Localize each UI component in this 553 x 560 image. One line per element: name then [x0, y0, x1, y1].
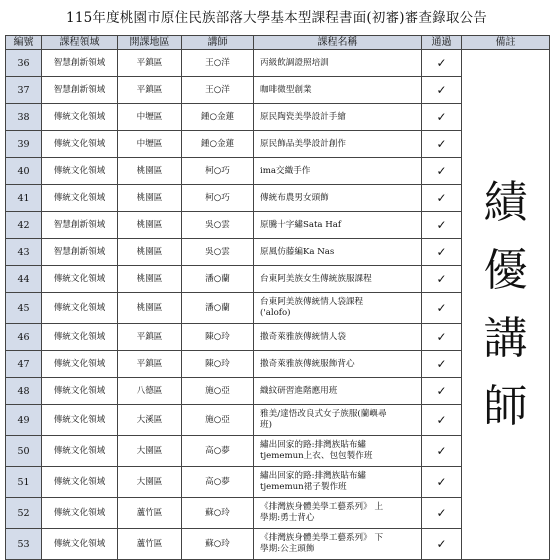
- row-teacher: 蘇○玲: [182, 529, 254, 560]
- row-field: 傳統文化領域: [42, 405, 118, 436]
- row-number: 48: [6, 378, 42, 405]
- page-title: 115年度桃園市原住民族部落大學基本型課程書面(初審)審查錄取公告: [66, 10, 487, 26]
- row-course: ima交織手作: [254, 158, 422, 185]
- row-pass-check: ✓: [422, 77, 462, 104]
- row-field: 傳統文化領域: [42, 131, 118, 158]
- row-district: 八德區: [118, 378, 182, 405]
- row-pass-check: ✓: [422, 436, 462, 467]
- remark-char: 講: [483, 312, 528, 364]
- row-pass-check: ✓: [422, 405, 462, 436]
- row-district: 桃園區: [118, 185, 182, 212]
- row-field: 傳統文化領域: [42, 498, 118, 529]
- row-district: 平鎮區: [118, 77, 182, 104]
- row-number: 43: [6, 239, 42, 266]
- header-remark: 備註: [462, 36, 550, 50]
- row-field: 傳統文化領域: [42, 158, 118, 185]
- row-district: 平鎮區: [118, 351, 182, 378]
- row-teacher: 吳○雲: [182, 212, 254, 239]
- row-teacher: 蘇○玲: [182, 498, 254, 529]
- row-field: 傳統文化領域: [42, 378, 118, 405]
- row-number: 40: [6, 158, 42, 185]
- row-district: 大園區: [118, 467, 182, 498]
- row-field: 智慧創新領域: [42, 77, 118, 104]
- row-field: 傳統文化領域: [42, 185, 118, 212]
- header-district: 開課地區: [118, 36, 182, 50]
- row-course: 台東阿美族女生傳統族服課程: [254, 266, 422, 293]
- row-course: 《排灣族身體美學工藝系列》 上 學期:勇士背心: [254, 498, 422, 529]
- row-teacher: 陳○玲: [182, 351, 254, 378]
- row-field: 傳統文化領域: [42, 467, 118, 498]
- row-pass-check: ✓: [422, 529, 462, 560]
- row-pass-check: ✓: [422, 351, 462, 378]
- row-teacher: 施○亞: [182, 405, 254, 436]
- row-district: 桃園區: [118, 266, 182, 293]
- row-number: 36: [6, 50, 42, 77]
- row-teacher: 鍾○金蓮: [182, 104, 254, 131]
- row-field: 智慧創新領域: [42, 50, 118, 77]
- row-pass-check: ✓: [422, 293, 462, 324]
- remark-char: 優: [483, 244, 528, 296]
- remark-cell: [462, 50, 550, 560]
- row-teacher: 施○亞: [182, 378, 254, 405]
- row-field: 智慧創新領域: [42, 212, 118, 239]
- row-field: 智慧創新領域: [42, 239, 118, 266]
- row-field: 傳統文化領域: [42, 529, 118, 560]
- row-teacher: 王○洋: [182, 77, 254, 104]
- header-course: 課程名稱: [254, 36, 422, 50]
- remark-char: 師: [483, 380, 528, 432]
- row-number: 41: [6, 185, 42, 212]
- row-district: 中壢區: [118, 131, 182, 158]
- remark-excellent-teacher: [462, 178, 549, 432]
- row-pass-check: ✓: [422, 378, 462, 405]
- row-number: 45: [6, 293, 42, 324]
- row-course: 《排灣族身體美學工藝系列》 下 學期:公主頭飾: [254, 529, 422, 560]
- row-course: 原民飾品美學設計創作: [254, 131, 422, 158]
- row-number: 50: [6, 436, 42, 467]
- row-district: 桃園區: [118, 212, 182, 239]
- row-number: 53: [6, 529, 42, 560]
- row-pass-check: ✓: [422, 266, 462, 293]
- row-teacher: 陳○玲: [182, 324, 254, 351]
- row-teacher: 潘○蘭: [182, 293, 254, 324]
- row-district: 平鎮區: [118, 50, 182, 77]
- row-pass-check: ✓: [422, 467, 462, 498]
- row-number: 47: [6, 351, 42, 378]
- row-district: 蘆竹區: [118, 498, 182, 529]
- row-field: 傳統文化領域: [42, 436, 118, 467]
- row-number: 44: [6, 266, 42, 293]
- row-district: 桃園區: [118, 293, 182, 324]
- row-pass-check: ✓: [422, 185, 462, 212]
- row-number: 52: [6, 498, 42, 529]
- row-number: 37: [6, 77, 42, 104]
- row-teacher: 高○夢: [182, 436, 254, 467]
- row-district: 大溪區: [118, 405, 182, 436]
- row-number: 38: [6, 104, 42, 131]
- row-teacher: 柯○巧: [182, 185, 254, 212]
- row-field: 傳統文化領域: [42, 293, 118, 324]
- row-district: 桃園區: [118, 158, 182, 185]
- row-course: 丙級飲調證照培訓: [254, 50, 422, 77]
- header-pass: 通過: [422, 36, 462, 50]
- course-table: [5, 35, 550, 560]
- row-pass-check: ✓: [422, 212, 462, 239]
- row-course: 撒奇萊雅族傳統服飾背心: [254, 351, 422, 378]
- row-teacher: 吳○雲: [182, 239, 254, 266]
- row-district: 蘆竹區: [118, 529, 182, 560]
- row-field: 傳統文化領域: [42, 104, 118, 131]
- row-teacher: 柯○巧: [182, 158, 254, 185]
- row-district: 平鎮區: [118, 324, 182, 351]
- row-field: 傳統文化領域: [42, 351, 118, 378]
- row-field: 傳統文化領域: [42, 266, 118, 293]
- row-course: 原騰十字繡Sata Haf: [254, 212, 422, 239]
- row-teacher: 潘○蘭: [182, 266, 254, 293]
- table-row: [6, 50, 550, 77]
- row-number: 51: [6, 467, 42, 498]
- row-course: 原風仿藤編Ka Nas: [254, 239, 422, 266]
- row-field: 傳統文化領域: [42, 324, 118, 351]
- row-course: 繡出回家的路:排灣族貼布繡 tjememun裙子製作班: [254, 467, 422, 498]
- row-course: 雅美/達悟改良式女子族服(蘭嶼尋 班): [254, 405, 422, 436]
- header-teacher: 講師: [182, 36, 254, 50]
- row-course: 台東阿美族傳統情人袋課程 ('alofo): [254, 293, 422, 324]
- row-course: 原民陶瓷美學設計手繪: [254, 104, 422, 131]
- row-number: 39: [6, 131, 42, 158]
- header-row: [6, 36, 550, 50]
- row-pass-check: ✓: [422, 158, 462, 185]
- row-course: 傳統布農男女頭飾: [254, 185, 422, 212]
- row-pass-check: ✓: [422, 50, 462, 77]
- row-pass-check: ✓: [422, 131, 462, 158]
- row-teacher: 高○夢: [182, 467, 254, 498]
- row-pass-check: ✓: [422, 104, 462, 131]
- row-course: 咖啡微型創業: [254, 77, 422, 104]
- row-teacher: 王○洋: [182, 50, 254, 77]
- row-pass-check: ✓: [422, 498, 462, 529]
- remark-char: 績: [483, 176, 528, 228]
- row-course: 撒奇萊雅族傳統情人袋: [254, 324, 422, 351]
- header-field: 課程領域: [42, 36, 118, 50]
- row-pass-check: ✓: [422, 324, 462, 351]
- row-number: 46: [6, 324, 42, 351]
- row-number: 49: [6, 405, 42, 436]
- header-no: 編號: [6, 36, 42, 50]
- row-course: 繡出回家的路:排灣族貼布繡 tjememun上衣、包包製作班: [254, 436, 422, 467]
- row-course: 織紋研習進階應用班: [254, 378, 422, 405]
- row-district: 中壢區: [118, 104, 182, 131]
- row-district: 桃園區: [118, 239, 182, 266]
- row-pass-check: ✓: [422, 239, 462, 266]
- row-district: 大園區: [118, 436, 182, 467]
- row-number: 42: [6, 212, 42, 239]
- row-teacher: 鍾○金蓮: [182, 131, 254, 158]
